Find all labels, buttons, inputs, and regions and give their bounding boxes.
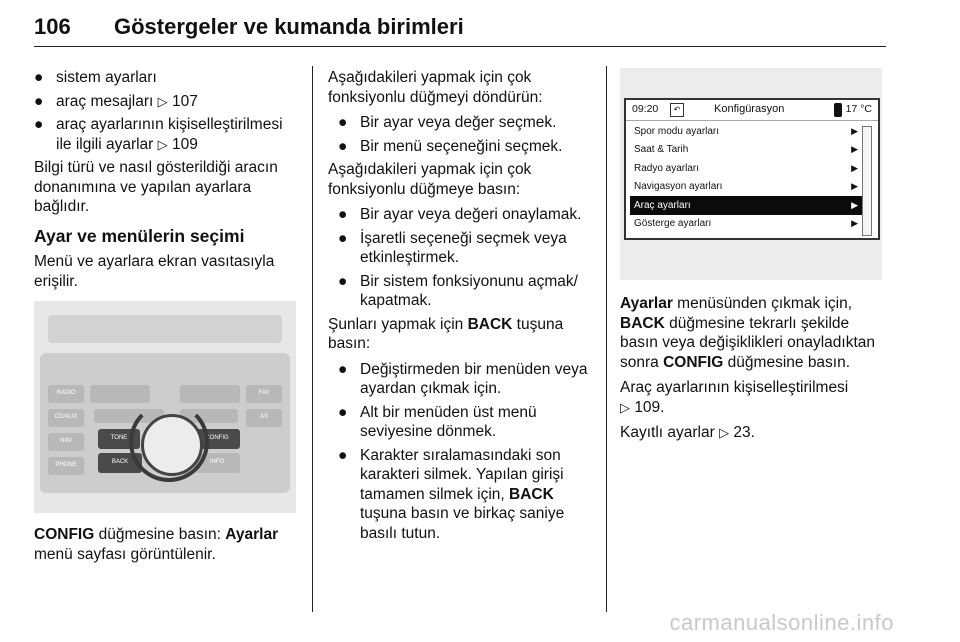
paragraph: Bilgi türü ve nasıl gösterildiği aracın donanımına ve yapılan ayarlara bağlıdır. xyxy=(34,159,278,215)
list-item: ● Karakter sıralamasındaki son karakteri silmek. Yapılan girişi tamamen silmek için, BACK tuşuna basın ve birkaç saniye basılı tutun. xyxy=(338,446,565,542)
menu-item[interactable]: Gösterge ayarları ▶ xyxy=(630,215,862,234)
back-key: BACK xyxy=(98,453,142,473)
page-ref-link[interactable]: 23. xyxy=(733,424,755,441)
paragraph: Menü ve ayarlara ekran vasıtasıyla erişilir. xyxy=(34,253,275,290)
column-divider-2 xyxy=(606,66,607,612)
ref-arrow-icon: ▷ xyxy=(719,425,730,440)
thermometer-icon xyxy=(834,103,842,117)
control-panel-illustration xyxy=(34,301,296,513)
screen-time: 09:20 xyxy=(632,103,659,116)
page-ref-link[interactable]: 107 xyxy=(171,92,198,110)
menu-item[interactable]: Saat & Tarih ▶ xyxy=(630,141,862,160)
chevron-right-icon: ▶ xyxy=(851,162,858,173)
screen-scrollbar xyxy=(862,126,872,236)
menu-item[interactable]: Navigasyon ayarları ▶ xyxy=(630,178,862,197)
column-3 xyxy=(620,68,886,449)
list-item: ● İşaretli seçeneği seçmek veya etkinleştirmek. xyxy=(338,229,567,266)
cd-aux-key: CD/AUX xyxy=(48,409,84,427)
caption: CONFIG düğmesine basın: Ayarlar menü sayfası görüntülenir. xyxy=(34,526,279,563)
temperature-readout: 17 °C xyxy=(834,100,872,120)
ref-arrow-icon: ▷ xyxy=(157,136,168,152)
screen-header xyxy=(626,100,878,121)
list-item: ● Bir menü seçeneğini seçmek. xyxy=(338,137,563,155)
chevron-right-icon: ▶ xyxy=(851,218,858,228)
display-illustration xyxy=(620,68,882,280)
preset-key-right xyxy=(180,385,240,403)
paragraph: Şunları yapmak için BACK tuşuna basın: xyxy=(328,315,564,352)
paragraph: Kayıtlı ayarlar ▷ 23. xyxy=(620,424,755,441)
screen-menu-list xyxy=(630,122,862,233)
preset-key-left xyxy=(90,385,150,403)
menu-item-selected[interactable]: Araç ayarları ▶ xyxy=(630,196,862,215)
list-item: ● araç ayarlarının kişiselleştirilmesi ile ilgili ayarlar ▷ 109 xyxy=(34,116,283,153)
paragraph: Ayarlar menüsünden çıkmak için, BACK düğmesine tekrarlı şekilde basın veya değişiklikleri onayladıktan sonra CONFIG düğmesine basın. xyxy=(620,295,876,371)
page-number: 106 xyxy=(34,14,71,39)
vent-strip xyxy=(48,315,282,343)
watermark: carmanualsonline.info xyxy=(669,610,894,635)
info-key: INFO xyxy=(194,453,240,473)
fav-key: FAV xyxy=(246,385,282,403)
ref-arrow-icon: ▷ xyxy=(157,93,168,109)
list-item: ● araç mesajları ▷ 107 xyxy=(34,92,198,110)
page-header xyxy=(34,12,886,47)
page-ref-link[interactable]: 109 xyxy=(171,135,198,153)
menu-item[interactable]: Spor modu ayarları ▶ xyxy=(630,122,862,141)
screen-title: Konfigürasyon xyxy=(714,103,785,116)
paragraph: Araç ayarlarının kişiselleştirilmesi ▷ 109. xyxy=(620,379,849,416)
multifunction-knob xyxy=(141,414,203,476)
tone-key: TONE xyxy=(98,429,140,449)
paragraph: Aşağıdakileri yapmak için çok fonksiyonlu düğmeyi döndürün: xyxy=(328,69,543,106)
chevron-right-icon: ▶ xyxy=(851,181,858,191)
config-key: CONFIG xyxy=(194,429,240,449)
page-ref-link[interactable]: 109. xyxy=(634,398,665,416)
menu-item[interactable]: Radyo ayarları ▶ xyxy=(630,159,862,178)
ref-arrow-icon: ▷ xyxy=(620,399,630,415)
paragraph: Aşağıdakileri yapmak için çok fonksiyonlu düğmeye basın: xyxy=(328,161,532,198)
list-item: ● Bir sistem fonksiyonunu açmak/ kapatmak. xyxy=(338,272,578,309)
list-item: ● Bir ayar veya değer seçmek. xyxy=(338,114,557,131)
section-heading: Ayar ve menülerin seçimi xyxy=(34,225,245,246)
column-divider-1 xyxy=(312,66,313,612)
list-item: ● Değiştirmeden bir menüden veya ayardan çıkmak için. xyxy=(338,360,588,397)
column-1 xyxy=(34,68,302,570)
list-item: ● sistem ayarları xyxy=(34,69,157,86)
chevron-right-icon: ▶ xyxy=(851,144,858,154)
as-key: AS xyxy=(246,409,282,427)
display-screen xyxy=(624,98,880,240)
chevron-right-icon: ▶ xyxy=(851,199,858,210)
chevron-right-icon: ▶ xyxy=(851,125,858,136)
list-item: ● Alt bir menüden üst menü seviyesine dönmek. xyxy=(338,403,537,440)
radio-key: RADIO xyxy=(48,385,84,403)
column-2 xyxy=(328,68,596,547)
list-item: ● Bir ayar veya değeri onaylamak. xyxy=(338,206,582,223)
nav-key: NAV xyxy=(48,433,84,451)
back-arrow-icon: ↶ xyxy=(670,103,684,117)
phone-key: PHONE xyxy=(48,457,84,475)
page-title: Göstergeler ve kumanda birimleri xyxy=(114,14,464,39)
